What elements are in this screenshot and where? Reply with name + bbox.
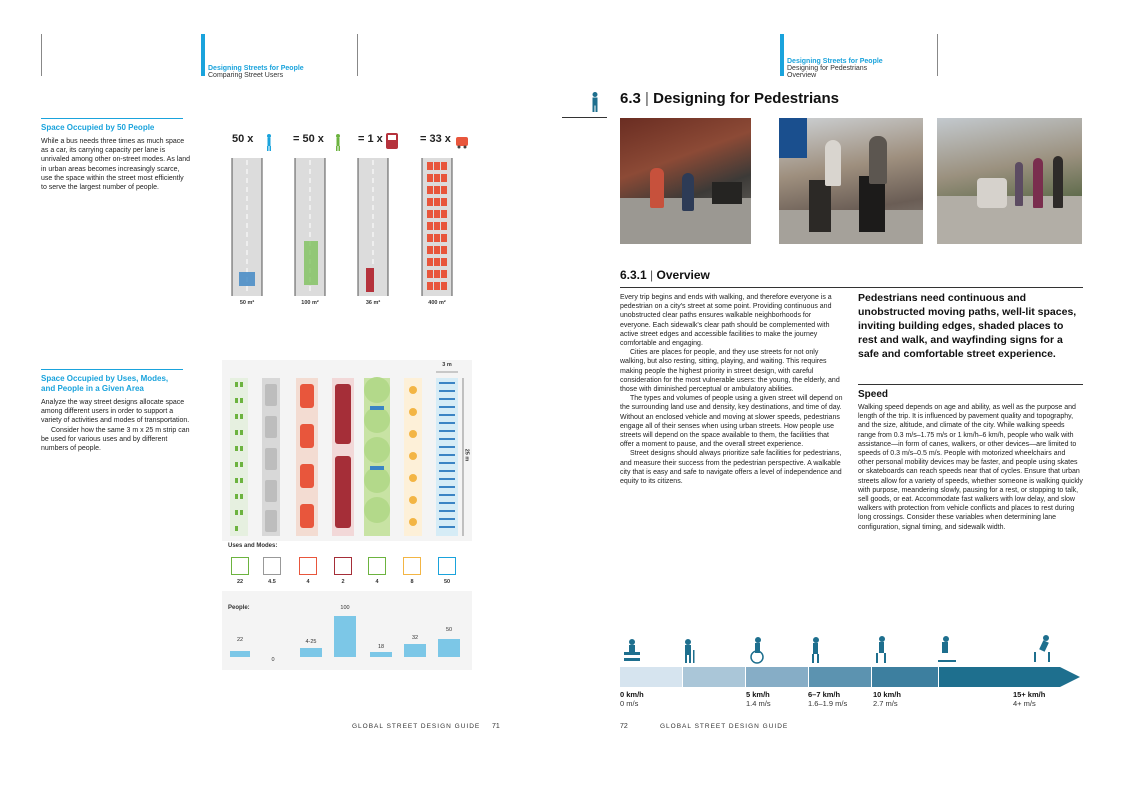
strip-car-traffic bbox=[296, 378, 318, 536]
people-bar-cafe bbox=[404, 644, 426, 657]
people-bar-walk bbox=[230, 651, 250, 657]
block2-body bbox=[41, 398, 191, 453]
people-bar-bus bbox=[334, 616, 356, 657]
header-subsection: Comparing Street Users bbox=[208, 72, 284, 79]
runner-icon bbox=[1034, 635, 1050, 662]
block-rule bbox=[41, 118, 183, 119]
use-count-walk: 22 bbox=[236, 579, 244, 585]
speed-band-6 bbox=[939, 667, 1080, 687]
walker-icon bbox=[267, 134, 271, 151]
block1-body: While a bus needs three times as much space as a car, its carrying capacity per lane is unrivaled among other on-street modes. As land in urban areas becomes increasingly scarce, use the space within the street most efficiently to serve the largest number of people. bbox=[41, 138, 191, 192]
page-title-text: Designing for Pedestrians bbox=[653, 90, 839, 107]
header-subsection: Designing for Pedestrians bbox=[787, 65, 868, 72]
overview-body-p3: The types and volumes of people using a given street will depend on the surrounding land use and density, key destinations, and time of day. Without an enclosed vehicle and moving at slower speeds, pedestrians engage all of their senses when using urban streets. How people use streets will depend on the space available to them, the facilities that offer a moment to pause, and the overall street experience. bbox=[620, 395, 843, 449]
speed-title: Speed bbox=[858, 389, 889, 400]
people-bars-svg bbox=[222, 610, 472, 662]
speed-ms-4: 4+ m/s bbox=[1013, 699, 1036, 708]
header-sub2: Overview bbox=[787, 72, 817, 79]
strip-diagram-svg bbox=[222, 360, 472, 540]
parking-use-icon bbox=[263, 557, 281, 575]
road-lane-cars bbox=[422, 158, 452, 296]
title-rule bbox=[562, 117, 607, 118]
speed-kmh-3: 10 km/h bbox=[873, 690, 901, 699]
speed-band-3 bbox=[746, 667, 808, 687]
speed-rule bbox=[858, 384, 1083, 385]
speed-band-5 bbox=[872, 667, 938, 687]
photo-crowd-promenade bbox=[937, 118, 1082, 244]
photo-parents-strollers bbox=[779, 118, 923, 244]
pedestrian-icon bbox=[590, 92, 600, 117]
road-lane-pedestrians bbox=[232, 158, 262, 296]
bus-use-icon bbox=[334, 557, 352, 575]
use-count-bus: 2 bbox=[341, 579, 345, 585]
diagram1-label-cycle: = 50 x bbox=[293, 133, 324, 145]
length-label: 25 m bbox=[463, 448, 470, 462]
overview-number: 6.3.1 bbox=[620, 268, 647, 282]
use-count-car: 4 bbox=[306, 579, 310, 585]
people-title: People: bbox=[228, 605, 250, 611]
photo-children-sidewalk bbox=[620, 118, 751, 244]
header-section: Designing Streets for People bbox=[208, 65, 304, 72]
walk-use-icon bbox=[231, 557, 249, 575]
use-count-tree: 4 bbox=[375, 579, 379, 585]
people-count-tree: 18 bbox=[377, 644, 385, 650]
people-bar-tree bbox=[370, 652, 392, 657]
strip-car-parking bbox=[262, 378, 280, 536]
diagram1-area-bus: 36 m² bbox=[365, 300, 381, 306]
speed-kmh-4: 15+ km/h bbox=[1013, 690, 1046, 699]
callout-text: Pedestrians need continuous and unobstructed moving paths, well-lit spaces, inviting building edges, shaded places to rest and walk, and wayfinding signs for a safe and comfortable street experience. bbox=[858, 292, 1077, 360]
diagram1-label-bus: = 1 x bbox=[358, 133, 383, 145]
diagram1-label-walk: 50 x bbox=[232, 133, 254, 145]
speed-label-4 bbox=[1013, 690, 1045, 708]
speed-kmh-2: 6–7 km/h bbox=[808, 690, 841, 699]
speed-label-3 bbox=[873, 690, 901, 708]
left-page-number: 71 bbox=[492, 723, 500, 730]
speed-band-1 bbox=[620, 667, 682, 687]
speed-scale bbox=[620, 630, 1080, 688]
speed-scale-svg bbox=[620, 630, 1080, 688]
cyclist-icon bbox=[336, 134, 340, 151]
strip-walk bbox=[230, 378, 248, 536]
people-count-bus: 100 bbox=[340, 605, 350, 611]
header-accent-bar bbox=[780, 34, 784, 76]
strip-pedestrians bbox=[436, 378, 458, 536]
use-count-pedestrian: 50 bbox=[443, 579, 451, 585]
cafe-use-icon bbox=[403, 557, 421, 575]
skateboarder-icon bbox=[938, 636, 956, 662]
people-count-car: 4-25 bbox=[305, 639, 317, 645]
people-bar-car bbox=[300, 648, 322, 657]
page-rule bbox=[41, 34, 42, 76]
diagram1-label-car: = 33 x bbox=[420, 133, 451, 145]
use-count-cafe: 8 bbox=[410, 579, 414, 585]
strip-diagram bbox=[222, 360, 472, 670]
space-diagram bbox=[222, 128, 472, 318]
people-count-parking: 0 bbox=[271, 657, 275, 663]
speed-ms-2: 1.6–1.9 m/s bbox=[808, 699, 848, 708]
elderly-walker-icon bbox=[685, 639, 695, 663]
road-lane-cyclists bbox=[295, 158, 325, 296]
speed-label-2 bbox=[808, 690, 847, 708]
people-bar-pedestrian bbox=[438, 639, 460, 657]
overview-body-p4: Street designs should always prioritize safe facilities for pedestrians, and measure their success from the pedestrian perspective. A walkable city that is easy and safe to navigate offers a level of independence and equity to its citizens. bbox=[620, 450, 842, 486]
pedestrian-use-icon bbox=[438, 557, 456, 575]
uses-title: Uses and Modes: bbox=[228, 543, 278, 549]
page-rule bbox=[357, 34, 358, 76]
overview-text: Overview bbox=[656, 268, 710, 282]
block2-body-p2: Consider how the same 3 m x 25 m strip can be used for various uses and by different numbers of people. bbox=[41, 426, 190, 453]
speed-ms-1: 1.4 m/s bbox=[746, 699, 771, 708]
wheelchair-icon bbox=[751, 637, 763, 663]
speed-ms-3: 2.7 m/s bbox=[873, 699, 898, 708]
car-use-icon bbox=[299, 557, 317, 575]
block-rule bbox=[41, 369, 183, 370]
space-diagram-svg bbox=[222, 128, 472, 318]
speed-label-1 bbox=[746, 690, 771, 708]
speed-ms-0: 0 m/s bbox=[620, 699, 639, 708]
strip-green bbox=[364, 377, 390, 536]
speed-kmh-0: 0 km/h bbox=[620, 690, 644, 699]
bench-icon bbox=[624, 639, 640, 661]
jogging-icon bbox=[876, 636, 886, 663]
page-rule bbox=[937, 34, 938, 76]
overview-rule bbox=[620, 287, 1083, 288]
right-footer-title: GLOBAL STREET DESIGN GUIDE bbox=[660, 723, 789, 730]
diagram1-area-walk: 50 m² bbox=[239, 300, 255, 306]
overview-title: 6.3.1 | Overview bbox=[620, 268, 710, 282]
diagram1-area-car: 400 m² bbox=[428, 300, 446, 306]
block2-title: Space Occupied by Uses, Modes, and People in a Given Area bbox=[41, 374, 169, 393]
overview-body-p1: Every trip begins and ends with walking, and therefore everyone is a pedestrian on a city's street at some point. Providing continuous and unobstructed clear paths ensures walkable neighborhoods for everyone. Each sidewalk's clear path should be complemented with active street edges and accessible facilities to make the journey comfortable and engaging. bbox=[620, 294, 832, 348]
diagram1-area-cycle: 100 m² bbox=[301, 300, 319, 306]
overview-body bbox=[620, 293, 843, 486]
block1-title: Space Occupied by 50 People bbox=[41, 123, 155, 132]
page-title-number: 6.3 bbox=[620, 90, 641, 107]
bus-icon bbox=[386, 133, 398, 149]
page-title: 6.3 | Designing for Pedestrians bbox=[620, 90, 839, 107]
people-count-pedestrian: 50 bbox=[445, 627, 453, 633]
right-page-number: 72 bbox=[620, 723, 628, 730]
speed-body: Walking speed depends on age and ability, as well as the purpose and length of the trip. It is influenced by pavement quality and topography, and the size, altitude, and climate of the city. While walking speeds range from 0.3 m/s–1.75 m/s or 1 km/h–6 km/h, people who walk with assistance—in form of canes, walkers, or other devices—are limited to speeds of 0.3 m/s–0.5 m/s. People with motorized wheelchairs and other personal mobility devices may be faster, and people using skates or skateboards can reach speeds near that of cycles. Ensure that urban streets allow for a variety of speeds, whether someone is walking quickly with purpose, meandering slowly, pausing for a rest, or stopping to talk, sell goods, or eat. Accommodate fast walkers with low delay, and slow walkers with protection from vehicle conflicts and places to rest during long crossings. Consider these variables when determining lane configuration, signal timing, and sidewalk width. bbox=[858, 404, 1083, 531]
speed-kmh-1: 5 km/h bbox=[746, 690, 770, 699]
speed-label-0 bbox=[620, 690, 644, 708]
left-footer-title: GLOBAL STREET DESIGN GUIDE bbox=[352, 723, 481, 730]
people-count-cafe: 32 bbox=[411, 635, 419, 641]
speed-band-4 bbox=[809, 667, 871, 687]
strip-cafe bbox=[404, 378, 422, 536]
tree-use-icon bbox=[368, 557, 386, 575]
road-lane-bus bbox=[358, 158, 388, 296]
uses-icon-row bbox=[222, 555, 472, 591]
people-count-walk: 22 bbox=[236, 637, 244, 643]
width-label: 3 m bbox=[442, 362, 452, 368]
header-section: Designing Streets for People bbox=[787, 58, 883, 65]
header-accent-bar bbox=[201, 34, 205, 76]
walking-icon bbox=[812, 637, 819, 663]
speed-band-2 bbox=[683, 667, 745, 687]
overview-body-p2: Cities are places for people, and they use streets for not only walking, but also resting, sitting, playing, and waiting. This requires making people the highest priority in street design, with careful consideration for the most vulnerable users: the young, the elderly, and those with diminished perceptual or ambulatory abilities. bbox=[620, 349, 840, 394]
use-count-parking: 4.5 bbox=[268, 579, 276, 585]
strip-bus bbox=[332, 378, 354, 536]
block2-body-p1: Analyze the way street designs allocate space among different users in order to support a variety of activities and modes of transportation. bbox=[41, 399, 190, 425]
car-icon bbox=[456, 137, 468, 149]
